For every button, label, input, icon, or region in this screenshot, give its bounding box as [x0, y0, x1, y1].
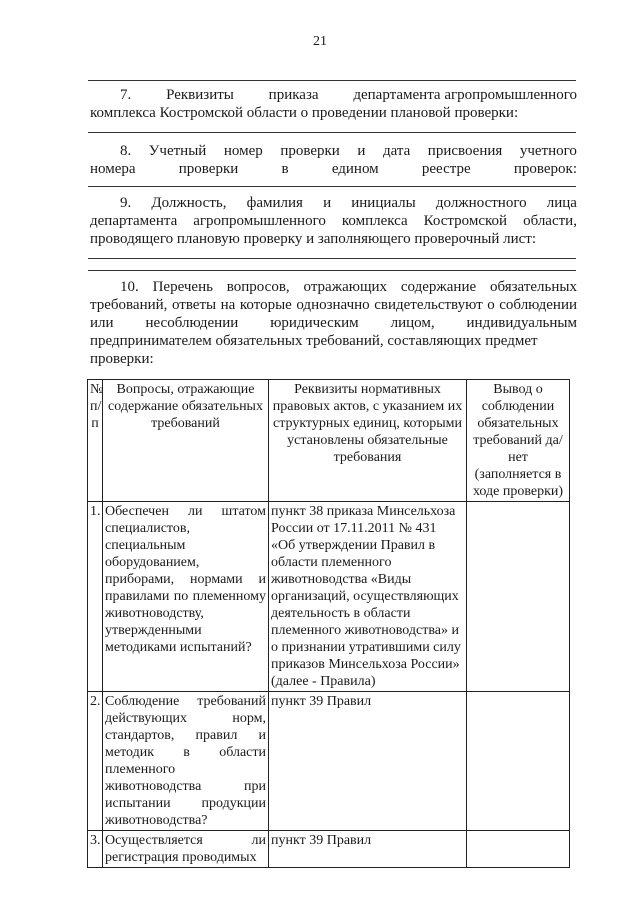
section-8-word: проверок: [513, 161, 577, 177]
section-10 [90, 278, 577, 368]
section-7-line-1 [90, 86, 577, 104]
section-9-word: должностного [435, 195, 527, 211]
section-9-line-3: проводящего плановую проверку и заполняющего проверочный лист: [90, 231, 537, 247]
table-header-row [88, 380, 570, 502]
section-7-line-2: комплекса Костромской области о проведении плановой проверки: [90, 105, 519, 121]
section-8-line-2 [90, 160, 577, 178]
section-8-word: учетного [519, 143, 577, 159]
header-requisites: Реквизиты нормативных правовых актов, с указанием их структурных единиц, которыми установлены обязательные требования [269, 380, 467, 502]
section-9-word: Костромской [423, 213, 508, 229]
section-8-word: в [281, 161, 289, 177]
section-8-word: дата [382, 143, 411, 159]
section-9-word: лица [546, 195, 577, 211]
section-10-word: содержание [400, 279, 477, 295]
section-10-body: требований, ответы на которые однозначно свидетельствуют о соблюдении или несоблюдении юридическим лицом, индивидуальным предпринимателем обязательных требований, составляющих предмет [90, 297, 577, 349]
section-8-number: 8. [120, 143, 132, 159]
page-number: 21 [313, 34, 327, 49]
section-7-word: Реквизиты [166, 87, 234, 103]
row-conclusion-cell[interactable] [467, 831, 570, 868]
row-requisite: пункт 39 Правил [269, 831, 467, 868]
row-question: Осуществляется ли регистрация проводимых [103, 831, 269, 868]
section-8-line-1 [90, 142, 577, 160]
row-question: Обеспечен ли штатом специалистов, специальным оборудованием, приборами, нормами и правилами по племенному животноводству, утвержденными методиками испытаний? [103, 502, 269, 692]
section-9-word: инициалы [351, 195, 416, 211]
blank-line-9a [88, 258, 576, 259]
checklist-table [87, 379, 570, 868]
section-9 [90, 194, 577, 248]
section-10-line-1 [90, 278, 577, 296]
blank-line-8 [88, 186, 576, 187]
section-8-word: реестре [421, 161, 471, 177]
row-number: 2. [88, 692, 103, 831]
section-8-word: присвоения [427, 143, 503, 159]
row-number: 3. [88, 831, 103, 868]
section-8-word: проверки [178, 161, 239, 177]
section-7-word: департамента агропромышленного [353, 87, 577, 103]
section-9-word: Должность, [151, 195, 227, 211]
section-9-line-1 [90, 194, 577, 212]
section-9-word: департамента [90, 213, 178, 229]
table-row [88, 502, 570, 692]
row-requisite: пункт 38 приказа Минсельхоза России от 17.11.2011 № 431 «Об утверждении Правил в области племенного животноводства «Виды организаций, осуществляющих деятельность в области племенного животноводства» и о признании утратившими силу приказов Минсельхоза России» (далее - Правила) [269, 502, 467, 692]
section-7-number: 7. [120, 87, 132, 103]
header-questions: Вопросы, отражающие содержание обязательных требований [103, 380, 269, 502]
header-number: № п/п [88, 380, 103, 502]
row-conclusion-cell[interactable] [467, 692, 570, 831]
blank-line-7 [88, 132, 576, 133]
section-10-word: вопросов, [226, 279, 290, 295]
section-7 [90, 86, 577, 122]
table-row [88, 831, 570, 868]
header-conclusion: Вывод о соблюдении обязательных требований да/нет (заполняется в ходе проверки) [467, 380, 570, 502]
row-conclusion-cell[interactable] [467, 502, 570, 692]
section-10-word: отражающих [303, 279, 388, 295]
section-9-word: фамилия [246, 195, 303, 211]
section-10-word: обязательных [489, 279, 577, 295]
section-10-number: 10. [120, 279, 139, 295]
section-8 [90, 142, 577, 178]
section-8-word: номер [223, 143, 263, 159]
blank-line-above-7 [88, 80, 576, 81]
row-question: Соблюдение требований действующих норм, стандартов, правил и методик в области племенного животноводства при испытании продукции животноводства? [103, 692, 269, 831]
section-8-word: проверки [280, 143, 340, 159]
section-10-word: Перечень [152, 279, 213, 295]
section-8-word: и [357, 143, 366, 159]
section-9-word: комплекса [341, 213, 408, 229]
section-8-word: Учетный [148, 143, 207, 159]
section-7-word: приказа [268, 87, 319, 103]
row-requisite: пункт 39 Правил [269, 692, 467, 831]
section-8-word: едином [331, 161, 379, 177]
section-9-line-2 [90, 212, 577, 230]
blank-line-9b [88, 270, 576, 271]
table-row [88, 692, 570, 831]
section-9-word: области, [523, 213, 577, 229]
row-number: 1. [88, 502, 103, 692]
section-10-last-line: проверки: [90, 351, 154, 367]
section-9-number: 9. [120, 195, 132, 211]
section-9-word: агропромышленного [193, 213, 326, 229]
section-9-word: и [323, 195, 332, 211]
section-8-word: номера [90, 161, 136, 177]
